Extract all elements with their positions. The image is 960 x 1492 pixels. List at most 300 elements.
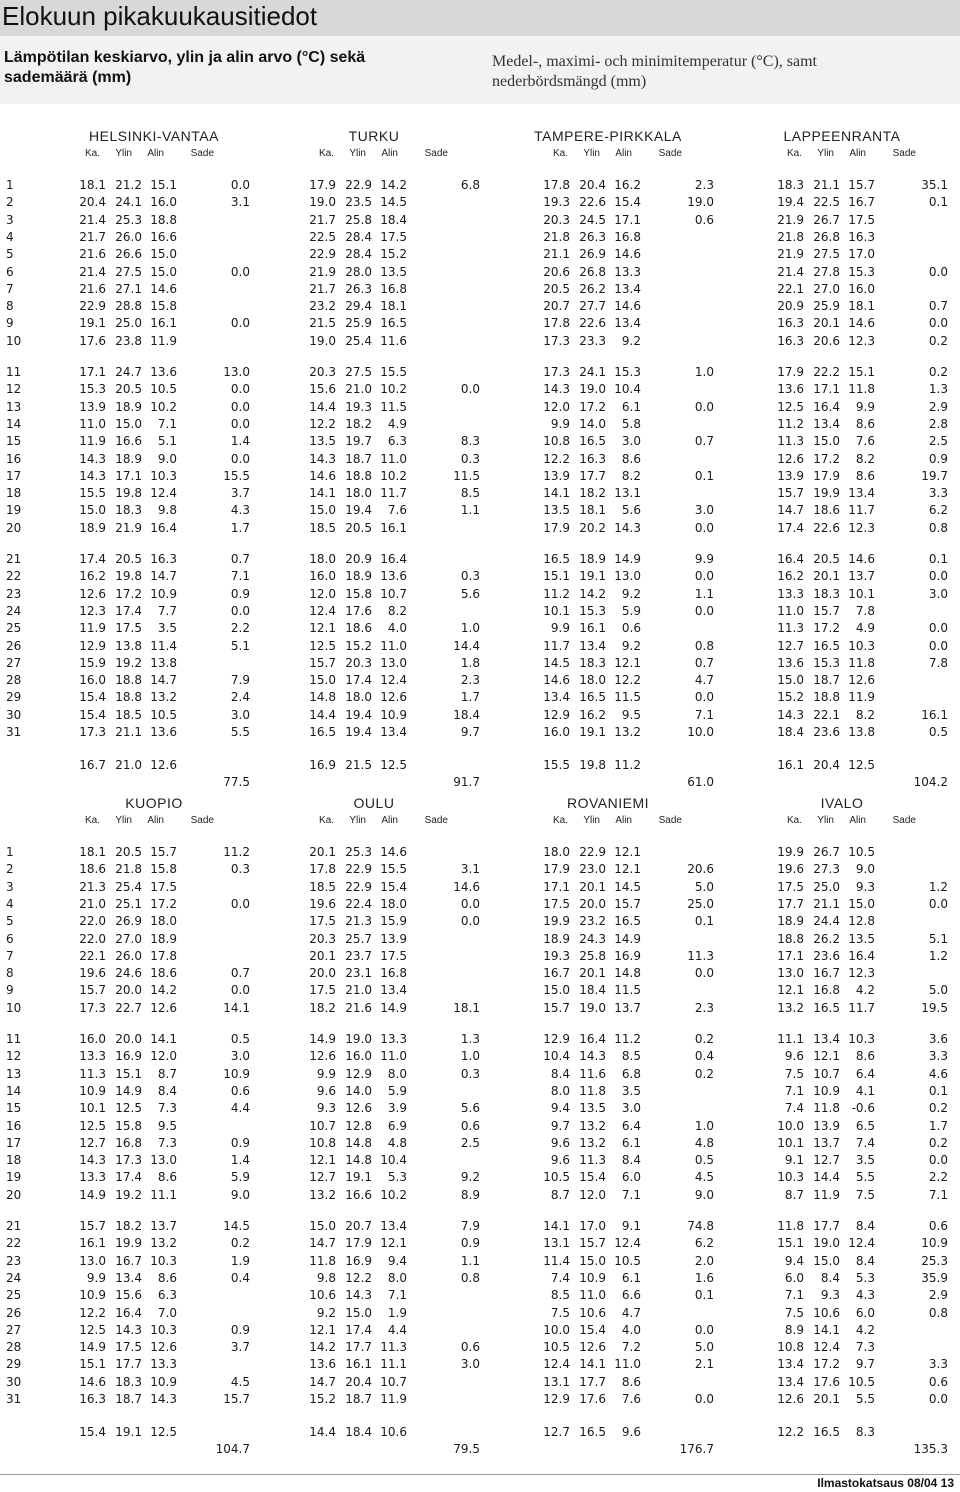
- cell-alin: 9.9: [855, 399, 875, 414]
- cell-ylin: 12.6: [345, 1101, 372, 1116]
- cell-ylin: 12.2: [345, 1270, 372, 1285]
- cell-ylin: 17.2: [579, 399, 606, 414]
- cell-sade: 1.1: [460, 503, 480, 518]
- cell-sade: 13.0: [223, 365, 250, 379]
- cell-alin: 10.1: [848, 586, 875, 601]
- cell-alin: 7.1: [387, 1288, 407, 1303]
- cell-ka: 12.4: [543, 1357, 570, 1372]
- column-header-alin: Alin: [615, 148, 632, 159]
- column-header-sade: Sade: [424, 815, 448, 826]
- summary-sade: 135.3: [913, 1442, 948, 1457]
- cell-ka: 17.4: [777, 520, 804, 535]
- cell-ylin: 23.1: [345, 966, 372, 981]
- cell-sade: 1.3: [928, 382, 948, 397]
- summary-ka: 16.1: [777, 758, 804, 773]
- cell-sade: 0.0: [460, 914, 480, 929]
- cell-ylin: 16.2: [579, 707, 606, 722]
- cell-sade: 14.1: [223, 1000, 250, 1015]
- cell-alin: 9.8: [157, 503, 177, 518]
- cell-ka: 15.3: [79, 382, 106, 397]
- summary-ka: 16.9: [309, 758, 336, 773]
- cell-alin: 14.6: [614, 247, 641, 262]
- cell-ylin: 19.4: [345, 503, 372, 518]
- day-number: 2: [6, 862, 14, 877]
- cell-ylin: 11.9: [813, 1187, 840, 1202]
- cell-ka: 20.6: [543, 264, 570, 279]
- cell-ylin: 22.9: [345, 862, 372, 877]
- cell-alin: 8.6: [157, 1170, 177, 1185]
- table-row: [0, 415, 960, 433]
- cell-ka: 12.5: [79, 1118, 106, 1133]
- cell-alin: 14.5: [614, 879, 641, 894]
- cell-alin: 11.1: [380, 1357, 407, 1372]
- cell-sade: 0.1: [694, 914, 714, 929]
- summary-row-temperature: [0, 756, 960, 774]
- table-row: [0, 280, 960, 298]
- cell-sade: 0.0: [230, 382, 250, 397]
- table-row: [0, 432, 960, 450]
- summary-sade: 61.0: [687, 775, 714, 790]
- cell-sade: 5.6: [460, 586, 480, 601]
- cell-alin: 16.3: [150, 552, 177, 566]
- day-number: 24: [6, 1270, 22, 1285]
- cell-alin: 14.3: [150, 1392, 177, 1406]
- cell-sade: 0.7: [230, 966, 250, 981]
- cell-alin: 13.0: [380, 655, 407, 670]
- day-number: 7: [6, 948, 14, 963]
- day-number: 10: [6, 1000, 22, 1015]
- cell-alin: 16.5: [614, 914, 641, 929]
- cell-ka: 17.3: [79, 1000, 106, 1015]
- cell-ylin: 26.0: [115, 948, 142, 963]
- cell-alin: 9.0: [157, 451, 177, 466]
- cell-alin: 16.7: [848, 195, 875, 210]
- cell-ylin: 17.5: [115, 621, 142, 636]
- cell-ylin: 23.7: [345, 948, 372, 963]
- cell-alin: 1.9: [387, 1305, 407, 1320]
- cell-ka: 11.1: [777, 1032, 804, 1046]
- column-headers: [712, 813, 948, 829]
- cell-sade: 2.9: [928, 399, 948, 414]
- cell-sade: 10.0: [687, 725, 714, 739]
- cell-sade: 8.9: [460, 1187, 480, 1202]
- cell-ka: 21.4: [79, 264, 106, 279]
- cell-ka: 15.6: [309, 382, 336, 397]
- cell-ylin: 18.9: [115, 451, 142, 466]
- cell-ka: 12.9: [543, 1032, 570, 1046]
- cell-ka: 9.2: [316, 1305, 336, 1320]
- cell-alin: 10.5: [848, 1374, 875, 1389]
- footer-text: Ilmastokatsaus 08/04 13: [817, 1476, 954, 1490]
- cell-ylin: 16.7: [115, 1253, 142, 1268]
- cell-ylin: 19.2: [115, 655, 142, 670]
- summary-alin: 8.3: [855, 1425, 875, 1440]
- cell-sade: 7.1: [694, 707, 714, 722]
- cell-ka: 16.3: [777, 316, 804, 331]
- cell-alin: 14.3: [614, 520, 641, 535]
- cell-ka: 13.9: [777, 468, 804, 483]
- cell-ka: 14.7: [309, 1374, 336, 1389]
- cell-alin: 12.4: [614, 1236, 641, 1251]
- cell-ylin: 16.5: [579, 434, 606, 449]
- cell-alin: 10.3: [150, 468, 177, 483]
- cell-sade: 7.8: [928, 655, 948, 670]
- cell-sade: 0.1: [694, 1288, 714, 1303]
- cell-ka: 16.5: [309, 725, 336, 739]
- cell-alin: 11.7: [848, 1000, 875, 1015]
- day-number: 8: [6, 966, 14, 981]
- day-number: 12: [6, 1049, 22, 1064]
- cell-ylin: 19.4: [345, 707, 372, 722]
- column-header-ka: Ka.: [786, 148, 802, 159]
- summary-alin: 12.6: [150, 758, 177, 773]
- day-number: 25: [6, 1288, 22, 1303]
- cell-alin: 17.0: [848, 247, 875, 262]
- cell-sade: 9.0: [230, 1187, 250, 1202]
- cell-alin: 8.2: [855, 707, 875, 722]
- cell-ka: 20.4: [79, 195, 106, 210]
- cell-ylin: 23.6: [813, 725, 840, 739]
- cell-sade: 0.0: [230, 416, 250, 431]
- cell-ylin: 14.4: [813, 1170, 840, 1185]
- cell-alin: 13.6: [150, 365, 177, 379]
- cell-sade: 3.6: [928, 1032, 948, 1046]
- cell-ka: 20.3: [309, 365, 336, 379]
- cell-ka: 14.9: [79, 1340, 106, 1355]
- cell-ka: 14.2: [309, 1340, 336, 1355]
- cell-ka: 22.9: [79, 299, 106, 314]
- cell-ylin: 20.5: [115, 382, 142, 397]
- cell-ka: 15.1: [79, 1357, 106, 1372]
- cell-ylin: 17.9: [345, 1236, 372, 1251]
- cell-sade: 0.3: [460, 451, 480, 466]
- summary-ylin: 20.4: [813, 758, 840, 773]
- cell-ylin: 20.1: [813, 569, 840, 584]
- cell-alin: 6.3: [157, 1288, 177, 1303]
- cell-ka: 17.3: [79, 725, 106, 739]
- cell-alin: 10.9: [150, 1374, 177, 1389]
- cell-alin: 18.0: [150, 914, 177, 929]
- day-number: 15: [6, 1101, 22, 1116]
- cell-alin: 10.5: [150, 382, 177, 397]
- cell-alin: 11.5: [380, 399, 407, 414]
- cell-ka: 21.0: [79, 896, 106, 911]
- cell-ylin: 23.0: [579, 862, 606, 877]
- cell-ylin: 12.4: [813, 1340, 840, 1355]
- cell-ylin: 19.3: [345, 399, 372, 414]
- cell-ylin: 13.4: [579, 638, 606, 653]
- cell-sade: 9.0: [694, 1187, 714, 1202]
- cell-ylin: 19.9: [813, 486, 840, 501]
- cell-ka: 10.8: [543, 434, 570, 449]
- table-row: [0, 1321, 960, 1339]
- cell-ylin: 16.4: [115, 1305, 142, 1320]
- station-name: OULU: [353, 795, 395, 811]
- cell-alin: 14.2: [380, 178, 407, 192]
- cell-ylin: 17.4: [345, 673, 372, 688]
- cell-ka: 15.5: [79, 486, 106, 501]
- cell-ylin: 10.6: [813, 1305, 840, 1320]
- table-row: [0, 398, 960, 416]
- cell-ka: 12.7: [309, 1170, 336, 1185]
- cell-alin: 13.4: [380, 725, 407, 739]
- cell-ka: 12.1: [309, 1322, 336, 1337]
- cell-alin: 15.9: [380, 914, 407, 929]
- cell-alin: 4.2: [855, 983, 875, 998]
- cell-ka: 22.1: [777, 281, 804, 296]
- cell-ylin: 18.2: [579, 486, 606, 501]
- cell-ylin: 12.9: [345, 1066, 372, 1081]
- cell-ylin: 17.7: [579, 1374, 606, 1389]
- cell-ylin: 8.4: [820, 1270, 840, 1285]
- cell-ylin: 24.5: [579, 212, 606, 227]
- cell-alin: 4.8: [387, 1135, 407, 1150]
- cell-ylin: 26.8: [813, 229, 840, 244]
- table-row: [0, 450, 960, 468]
- cell-sade: 4.5: [230, 1374, 250, 1389]
- cell-ylin: 25.0: [115, 316, 142, 331]
- cell-alin: 13.2: [150, 690, 177, 705]
- cell-ylin: 19.0: [579, 1000, 606, 1015]
- cell-ka: 13.9: [543, 468, 570, 483]
- cell-ylin: 17.1: [115, 468, 142, 483]
- cell-ka: 9.1: [784, 1153, 804, 1168]
- cell-ka: 14.4: [309, 707, 336, 722]
- cell-ylin: 17.2: [813, 1357, 840, 1372]
- cell-ylin: 28.4: [345, 229, 372, 244]
- cell-ka: 10.0: [777, 1118, 804, 1133]
- cell-alin: 6.1: [621, 1270, 641, 1285]
- cell-ylin: 17.4: [115, 603, 142, 618]
- cell-ylin: 26.7: [813, 212, 840, 227]
- cell-ylin: 19.8: [115, 486, 142, 501]
- cell-ka: 17.6: [79, 333, 106, 348]
- cell-alin: 13.7: [848, 569, 875, 584]
- cell-sade: 0.8: [694, 638, 714, 653]
- cell-sade: 3.0: [694, 503, 714, 518]
- day-number: 18: [6, 1153, 22, 1168]
- cell-ylin: 12.7: [813, 1153, 840, 1168]
- cell-alin: 5.9: [387, 1083, 407, 1098]
- table-row: [0, 654, 960, 672]
- cell-ka: 8.7: [784, 1187, 804, 1202]
- column-headers: [4, 146, 240, 162]
- cell-alin: 6.9: [387, 1118, 407, 1133]
- station-block: [0, 128, 960, 788]
- cell-sade: 7.1: [928, 1187, 948, 1202]
- cell-alin: 13.4: [380, 983, 407, 998]
- cell-ylin: 17.2: [115, 586, 142, 601]
- cell-ylin: 18.0: [345, 486, 372, 501]
- column-headers: [712, 146, 948, 162]
- cell-ylin: 22.6: [579, 316, 606, 331]
- cell-ka: 22.9: [309, 247, 336, 262]
- table-row: [0, 1304, 960, 1322]
- cell-ka: 13.4: [777, 1374, 804, 1389]
- cell-ka: 13.6: [309, 1357, 336, 1372]
- cell-ka: 19.6: [309, 896, 336, 911]
- cell-ka: 17.9: [543, 520, 570, 535]
- cell-ka: 13.6: [777, 655, 804, 670]
- table-row: [0, 912, 960, 930]
- cell-ylin: 18.8: [115, 673, 142, 688]
- cell-ka: 11.8: [309, 1253, 336, 1268]
- cell-ka: 9.6: [784, 1049, 804, 1064]
- day-number: 4: [6, 229, 14, 244]
- cell-ylin: 21.0: [345, 382, 372, 397]
- cell-alin: 5.6: [621, 503, 641, 518]
- cell-alin: 9.0: [855, 862, 875, 877]
- cell-ylin: 15.7: [813, 603, 840, 618]
- cell-alin: -0.6: [851, 1101, 875, 1116]
- cell-alin: 3.5: [157, 621, 177, 636]
- cell-sade: 5.0: [694, 1340, 714, 1355]
- cell-sade: 1.0: [460, 621, 480, 636]
- cell-alin: 11.5: [614, 983, 641, 998]
- cell-sade: 0.7: [694, 434, 714, 449]
- cell-sade: 11.2: [223, 845, 250, 859]
- cell-ylin: 24.3: [579, 931, 606, 946]
- cell-alin: 10.7: [380, 1374, 407, 1389]
- cell-ka: 7.5: [550, 1305, 570, 1320]
- cell-sade: 0.0: [928, 1392, 948, 1406]
- cell-ylin: 11.8: [813, 1101, 840, 1116]
- cell-sade: 8.5: [460, 486, 480, 501]
- cell-alin: 8.4: [157, 1083, 177, 1098]
- cell-alin: 10.3: [848, 1032, 875, 1046]
- cell-ka: 14.1: [543, 1219, 570, 1233]
- cell-alin: 3.5: [855, 1153, 875, 1168]
- cell-ka: 12.2: [309, 416, 336, 431]
- table-row: [0, 263, 960, 281]
- cell-ylin: 12.1: [813, 1049, 840, 1064]
- cell-ylin: 13.2: [579, 1135, 606, 1150]
- cell-sade: 35.9: [921, 1270, 948, 1285]
- cell-ka: 12.5: [309, 638, 336, 653]
- cell-sade: 0.0: [694, 966, 714, 981]
- cell-alin: 13.4: [614, 281, 641, 296]
- cell-ylin: 14.3: [345, 1288, 372, 1303]
- cell-sade: 0.1: [694, 468, 714, 483]
- cell-ylin: 26.7: [813, 845, 840, 859]
- cell-sade: 0.4: [694, 1049, 714, 1064]
- cell-sade: 25.3: [921, 1253, 948, 1268]
- summary-ylin: 21.0: [115, 758, 142, 773]
- subtitle-swedish: Medel-, maximi- och minimitemperatur (°C), samt nederbördsmängd (mm): [492, 53, 817, 90]
- day-number: 23: [6, 586, 22, 601]
- day-number: 5: [6, 247, 14, 262]
- cell-ka: 7.1: [784, 1288, 804, 1303]
- station-header: [518, 795, 744, 811]
- cell-ylin: 10.9: [579, 1270, 606, 1285]
- cell-ka: 15.0: [309, 503, 336, 518]
- cell-ylin: 18.2: [115, 1219, 142, 1233]
- cell-ylin: 16.4: [579, 1032, 606, 1046]
- cell-ka: 21.7: [309, 212, 336, 227]
- cell-ylin: 15.4: [579, 1322, 606, 1337]
- cell-alin: 8.2: [855, 451, 875, 466]
- cell-ka: 12.2: [79, 1305, 106, 1320]
- column-header-ylin: Ylin: [583, 815, 600, 826]
- cell-ylin: 18.4: [579, 983, 606, 998]
- cell-alin: 7.8: [855, 603, 875, 618]
- cell-ylin: 17.7: [579, 468, 606, 483]
- cell-ka: 10.0: [543, 1322, 570, 1337]
- cell-ka: 19.4: [777, 195, 804, 210]
- cell-ylin: 16.8: [813, 983, 840, 998]
- cell-sade: 0.7: [694, 655, 714, 670]
- cell-ylin: 11.3: [579, 1153, 606, 1168]
- table-row: [0, 1082, 960, 1100]
- cell-ylin: 21.1: [115, 725, 142, 739]
- cell-ka: 17.9: [543, 862, 570, 877]
- day-number: 8: [6, 299, 14, 314]
- cell-sade: 6.2: [928, 503, 948, 518]
- cell-sade: 0.0: [694, 690, 714, 705]
- cell-ylin: 17.6: [345, 603, 372, 618]
- cell-ka: 13.0: [79, 1253, 106, 1268]
- cell-ylin: 20.5: [813, 552, 840, 566]
- day-number: 21: [6, 552, 22, 566]
- day-number: 4: [6, 896, 14, 911]
- cell-ka: 14.9: [79, 1187, 106, 1202]
- cell-ka: 12.6: [309, 1049, 336, 1064]
- cell-ylin: 21.3: [345, 914, 372, 929]
- cell-ka: 21.7: [79, 229, 106, 244]
- cell-alin: 8.5: [621, 1049, 641, 1064]
- day-number: 14: [6, 1083, 22, 1098]
- station-name: TAMPERE-PIRKKALA: [534, 128, 682, 144]
- cell-ka: 15.0: [777, 673, 804, 688]
- table-row: [0, 567, 960, 585]
- cell-sade: 2.3: [694, 178, 714, 192]
- cell-sade: 0.0: [928, 638, 948, 653]
- cell-alin: 6.0: [621, 1170, 641, 1185]
- station-name: IVALO: [820, 795, 864, 811]
- cell-sade: 4.7: [694, 673, 714, 688]
- day-number: 28: [6, 673, 22, 688]
- cell-ylin: 21.8: [115, 862, 142, 877]
- cell-alin: 11.8: [848, 655, 875, 670]
- cell-ylin: 21.1: [813, 178, 840, 192]
- cell-ka: 13.1: [543, 1374, 570, 1389]
- cell-ylin: 20.5: [115, 845, 142, 859]
- cell-ka: 19.3: [543, 195, 570, 210]
- day-number: 6: [6, 264, 14, 279]
- cell-alin: 8.2: [387, 603, 407, 618]
- table-row: [0, 1099, 960, 1117]
- cell-alin: 18.1: [380, 299, 407, 314]
- footer: [0, 1474, 960, 1492]
- cell-alin: 10.3: [150, 1322, 177, 1337]
- summary-sade: 104.7: [215, 1442, 250, 1457]
- day-number: 3: [6, 879, 14, 894]
- cell-ka: 13.2: [777, 1000, 804, 1015]
- cell-ylin: 14.0: [345, 1083, 372, 1098]
- cell-alin: 11.4: [150, 638, 177, 653]
- day-number: 17: [6, 468, 22, 483]
- cell-alin: 12.1: [614, 862, 641, 877]
- cell-alin: 9.1: [621, 1219, 641, 1233]
- cell-ka: 15.2: [309, 1392, 336, 1406]
- day-number: 26: [6, 638, 22, 653]
- table-row: [0, 1355, 960, 1373]
- cell-alin: 13.0: [150, 1153, 177, 1168]
- cell-sade: 2.2: [230, 621, 250, 636]
- cell-alin: 15.1: [150, 178, 177, 192]
- cell-alin: 10.3: [150, 1253, 177, 1268]
- cell-sade: 0.0: [928, 316, 948, 331]
